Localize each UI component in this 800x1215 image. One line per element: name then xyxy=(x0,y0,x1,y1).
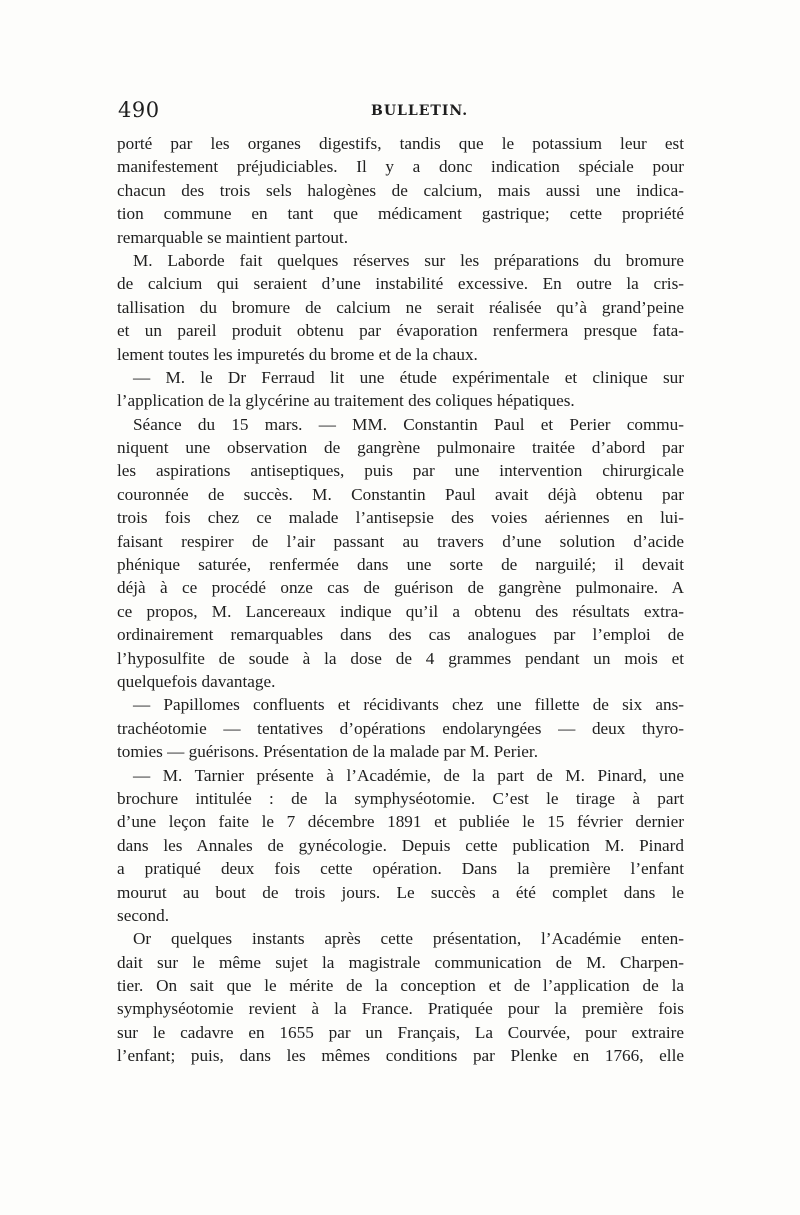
text-line: M. Laborde fait quelques réserves sur les préparations du bromure xyxy=(133,250,684,270)
text-line: tion commune en tant que médicament gastrique; cette propriété xyxy=(117,204,684,224)
text-line: l’application de la glycérine au traitement des coliques hépatiques. xyxy=(117,391,575,411)
text-line: manifestement préjudiciables. Il y a donc indication spéciale pour xyxy=(117,157,684,177)
text-line: de calcium qui seraient d’une instabilité excessive. En outre la cris- xyxy=(117,274,684,294)
text-line: sur le cadavre en 1655 par un Français, La Courvée, pour extraire xyxy=(117,1022,684,1042)
text-line: mourut au bout de trois jours. Le succès a été complet dans le xyxy=(117,882,684,902)
running-title: BULLETIN. xyxy=(371,103,469,119)
text-line: phénique saturée, renfermée dans une sorte de narguilé; il devait xyxy=(117,555,684,575)
text-line: ordinairement remarquables dans des cas analogues par l’emploi de xyxy=(117,625,684,645)
text-line: et un pareil produit obtenu par évaporation renfermera presque fata- xyxy=(117,321,684,341)
text-line: symphyséotomie revient à la France. Pratiquée pour la première fois xyxy=(117,999,684,1019)
text-line: l’hyposulfite de soude à la dose de 4 grammes pendant un mois et xyxy=(117,648,684,668)
text-line: tomies — guérisons. Présentation de la malade par M. Perier. xyxy=(117,742,538,762)
text-line: — M. le Dr Ferraud lit une étude expérimentale et clinique sur xyxy=(133,367,684,387)
text-line: ce propos, M. Lancereaux indique qu’il a obtenu des résultats extra- xyxy=(117,601,684,621)
text-line: remarquable se maintient partout. xyxy=(117,227,348,247)
text-line: chacun des trois sels halogènes de calcium, mais aussi une indica- xyxy=(117,180,684,200)
text-line: porté par les organes digestifs, tandis que le potassium leur est xyxy=(117,134,684,153)
text-line: dans les Annales de gynécologie. Depuis cette publication M. Pinard xyxy=(117,835,684,855)
text-line: — M. Tarnier présente à l’Académie, de la part de M. Pinard, une xyxy=(133,765,684,785)
text-line: quelquefois davantage. xyxy=(117,671,276,691)
text-line: Séance du 15 mars. — MM. Constantin Paul et Perier commu- xyxy=(133,414,684,434)
text-line: Or quelques instants après cette présentation, l’Académie enten- xyxy=(133,929,684,949)
text-line: second. xyxy=(117,905,170,925)
text-line: — Papillomes confluents et récidivants chez une fillette de six ans- xyxy=(133,695,684,715)
text-line: trois fois chez ce malade l’antisepsie des voies aériennes en lui- xyxy=(117,508,684,528)
text-line: les aspirations antiseptiques, puis par une intervention chirurgicale xyxy=(117,461,684,481)
page-header xyxy=(118,98,684,128)
text-line: a pratiqué deux fois cette opération. Dans la première l’enfant xyxy=(117,859,684,879)
text-line: d’une leçon faite le 7 décembre 1891 et publiée le 15 février dernier xyxy=(117,812,684,832)
text-line: lement toutes les impuretés du brome et de la chaux. xyxy=(117,344,478,364)
text-line: tallisation du bromure de calcium ne serait réalisée qu’à grand’peine xyxy=(117,297,684,317)
text-line: brochure intitulée : de la symphyséotomie. C’est le tirage à part xyxy=(117,788,684,808)
text-line: l’enfant; puis, dans les mêmes conditions par Plenke en 1766, elle xyxy=(117,1046,684,1066)
page-number: 490 xyxy=(118,98,160,122)
text-line: déjà à ce procédé onze cas de guérison de gangrène pulmonaire. A xyxy=(117,578,684,598)
body-text xyxy=(117,132,684,1068)
text-line: faisant respirer de l’air passant au travers d’une solution d’acide xyxy=(117,531,684,551)
text-line: dait sur le même sujet la magistrale communication de M. Charpen- xyxy=(117,952,684,972)
text-line: tier. On sait que le mérite de la conception et de l’application de la xyxy=(117,976,684,996)
text-line: niquent une observation de gangrène pulmonaire traitée d’abord par xyxy=(117,438,684,458)
text-line: couronnée de succès. M. Constantin Paul avait déjà obtenu par xyxy=(117,484,684,504)
text-line: trachéotomie — tentatives d’opérations endolaryngées — deux thyro- xyxy=(117,718,684,738)
